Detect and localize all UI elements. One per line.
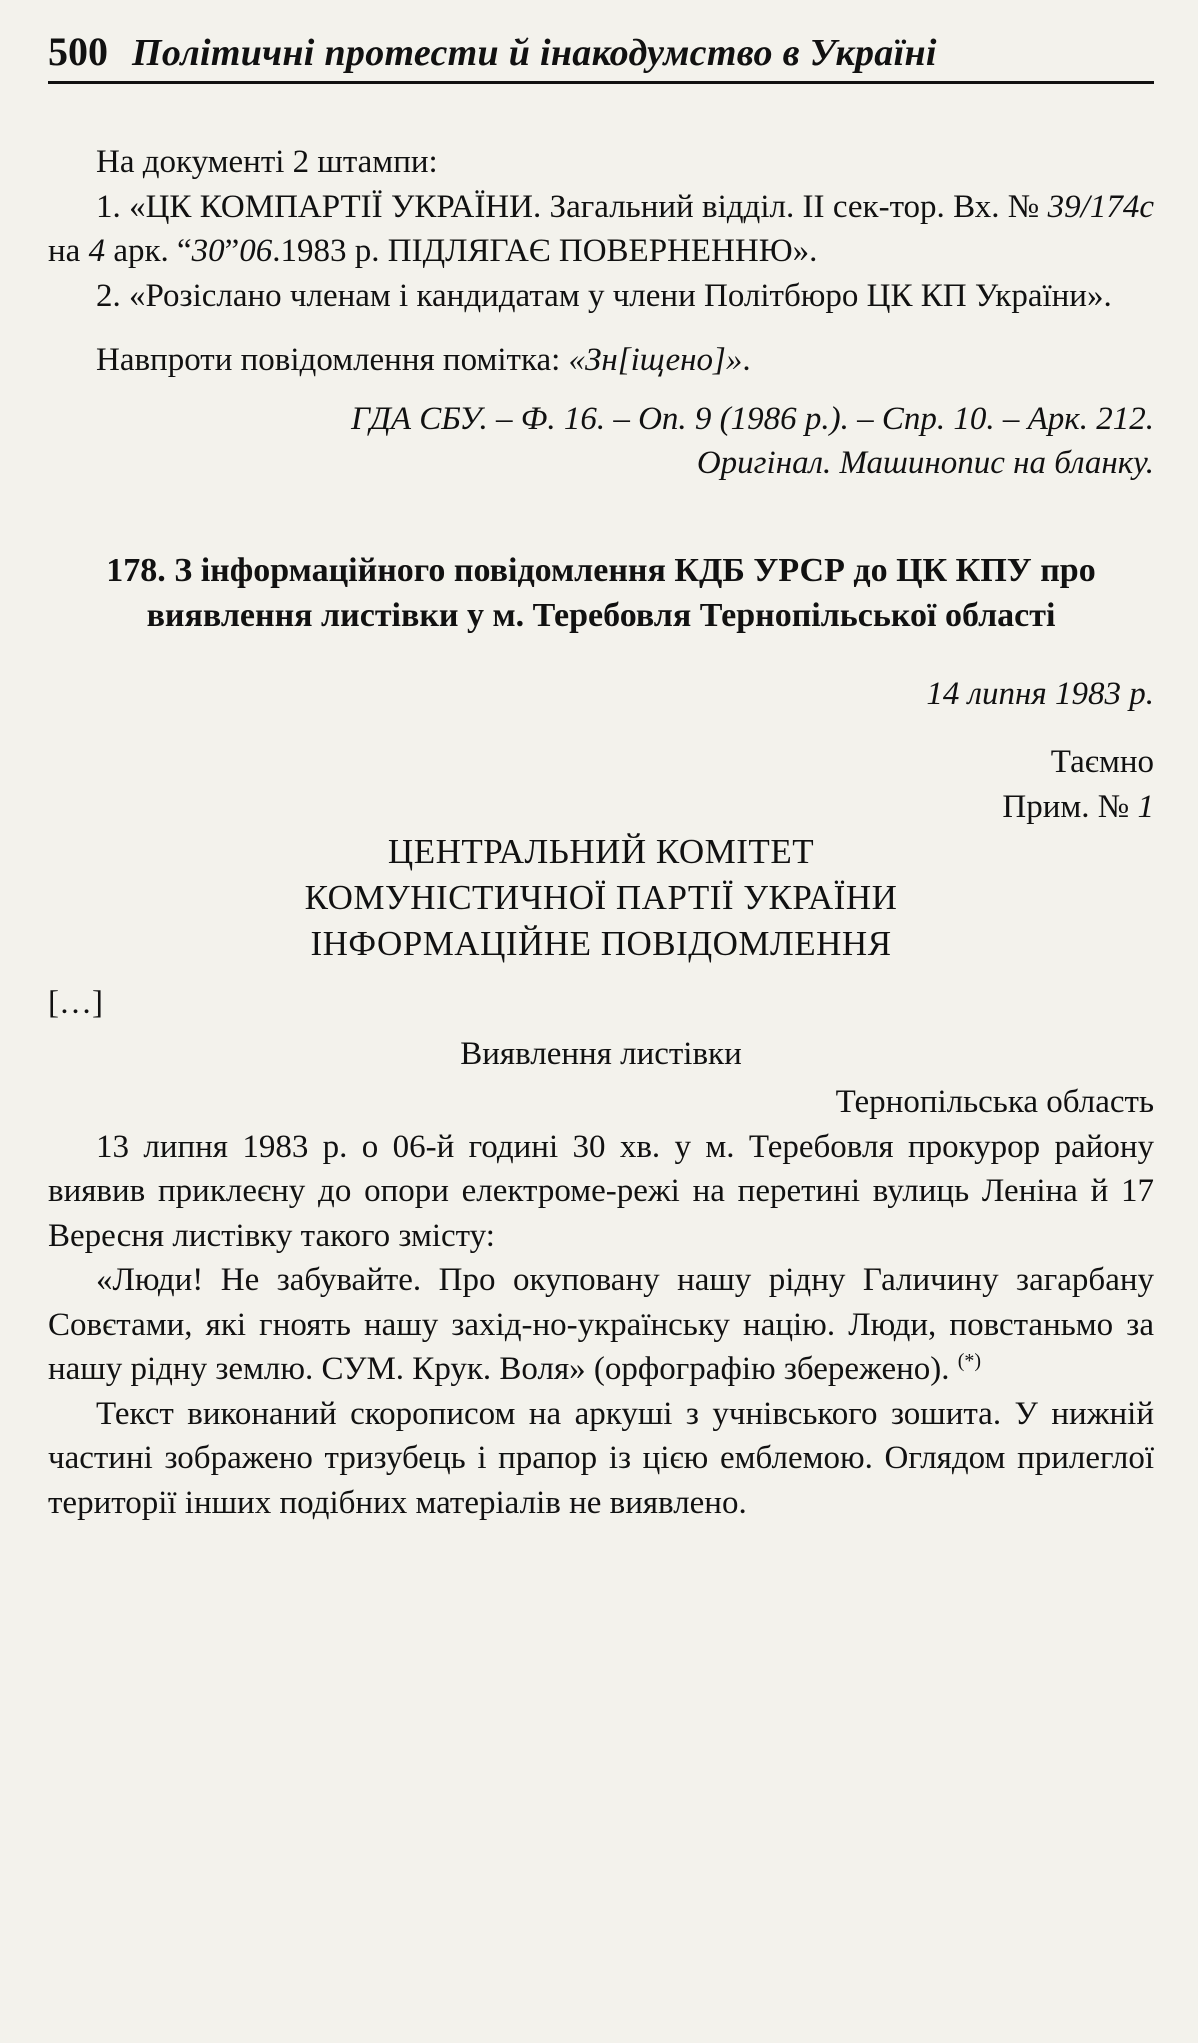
stamp-day: 30: [191, 233, 225, 269]
document-type: ІНФОРМАЦІЙНЕ ПОВІДОМЛЕННЯ: [310, 924, 892, 963]
document-heading: 178. З інформаційного повідомлення КДБ УРСР до ЦК КПУ про виявлення листівки у м. Теребовля Тернопільської області: [106, 551, 1096, 634]
region: Тернопільська область: [835, 1084, 1154, 1120]
page-number: 500: [48, 29, 108, 74]
note: Навпроти повідомлення помітка: «Зн[іщено]».: [96, 342, 751, 378]
copy-number: Прим. № 1: [1002, 788, 1154, 825]
stamp-2: 2. «Розіслано членам і кандидатам у члени Політбюро ЦК КП України».: [96, 277, 1112, 314]
footnote-mark: (*): [957, 1350, 982, 1372]
paragraph-2: «Люди! Не забувайте. Про окуповану нашу рідну Галичину загарбану Совєтами, які гноять нашу захід-но-українську націю. Люди, повстаньмо за нашу рідну землю. СУМ. Крук. Воля» (орфографію збережено). (*): [48, 1262, 1154, 1387]
section-title: Виявлення листівки: [460, 1035, 742, 1072]
stamp-1: 1. «ЦК КОМПАРТІЇ УКРАЇНИ. Загальний відділ. ІІ сек-тор. Вх. № 39/174с на 4 арк. “30”06.1983 р. ПІДЛЯГАЄ ПОВЕРНЕННЮ».: [48, 188, 1154, 269]
paragraph-3: Текст виконаний скорописом на аркуші з учнівського зошита. У нижній частині зображено тризубець і прапор із цією емблемою. Оглядом прилеглої території інших подібних матеріалів не виявлено.: [48, 1395, 1154, 1521]
stamps-intro: На документі 2 штампи:: [96, 144, 438, 180]
page-body: [48, 140, 1154, 1525]
sheets-count: 4: [88, 233, 106, 269]
running-title: Політичні протести й інакодумство в Україні: [132, 32, 937, 74]
omission-mark: […]: [48, 985, 103, 1021]
stamp-month: 06: [239, 233, 273, 269]
archive-source: ГДА СБУ. – Ф. 16. – Оп. 9 (1986 р.). – Спр. 10. – Арк. 212. Оригінал. Машинопис на бланку.: [351, 400, 1154, 481]
incoming-number: 39/174с: [1047, 188, 1154, 225]
addressee: ЦЕНТРАЛЬНИЙ КОМІТЕТ КОМУНІСТИЧНОЇ ПАРТІЇ УКРАЇНИ: [304, 832, 898, 917]
document-date: 14 липня 1983 р.: [926, 675, 1154, 712]
running-head: [48, 28, 1154, 84]
paragraph-1: 13 липня 1983 р. о 06-й годині 30 хв. у м. Теребовля прокурор району виявив приклеєну до опори електроме-режі на перетині вулиць Леніна й 17 Вересня листівку такого змісту:: [48, 1128, 1154, 1254]
secret-mark: Таємно: [1050, 744, 1154, 780]
